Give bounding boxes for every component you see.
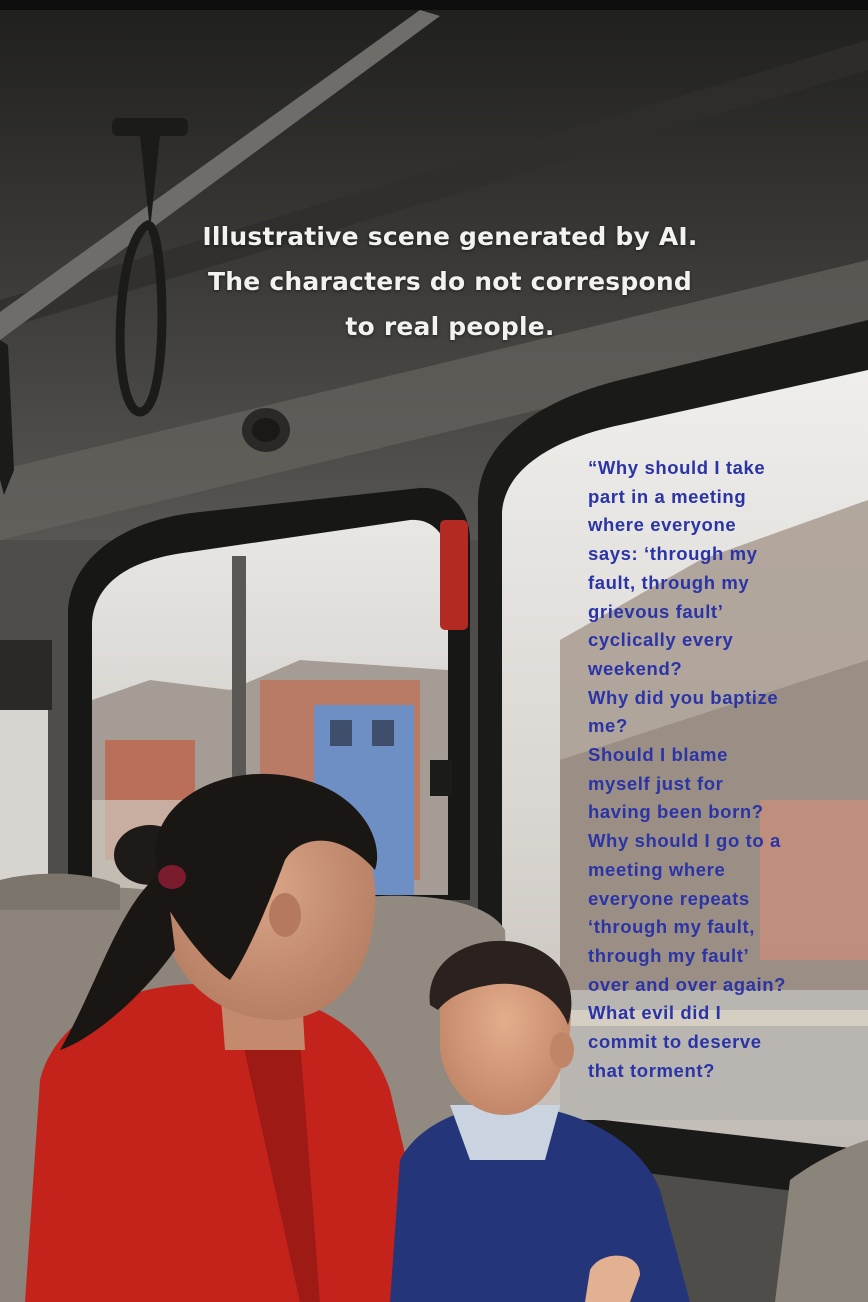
quote-line: says: ‘through my (588, 543, 758, 565)
ai-disclaimer-caption (150, 214, 750, 349)
quote-line: Should I blame (588, 744, 728, 766)
quote-line: Why should I go to a (588, 830, 781, 852)
quote-line: me? (588, 715, 628, 737)
disclaimer-line: Illustrative scene generated by AI. (202, 222, 698, 251)
quote-line: grievous fault’ (588, 600, 724, 622)
quote-line: through my fault’ (588, 944, 750, 966)
quote-line: ‘through my fault, (588, 916, 756, 938)
quote-line: fault, through my (588, 571, 750, 593)
quote-line: that torment? (588, 1059, 716, 1081)
quote-text-block (588, 454, 858, 1085)
quote-line: What evil did I (588, 1002, 722, 1024)
quote-line: part in a meeting (588, 485, 747, 507)
quote-line: meeting where (588, 858, 726, 880)
quote-line: myself just for (588, 772, 724, 794)
quote-line: “Why should I take (588, 457, 766, 478)
window-latch (440, 520, 468, 630)
quote-line: over and over again? (588, 973, 787, 995)
disclaimer-line: The characters do not correspond (208, 267, 692, 296)
quote-line: everyone repeats (588, 887, 750, 909)
disclaimer-line: to real people. (345, 312, 555, 341)
quote-line: Why did you baptize (588, 686, 779, 708)
quote-line: having been born? (588, 801, 764, 823)
quote-line: weekend? (588, 657, 683, 679)
quote-line: cyclically every (588, 629, 734, 651)
quote-line: commit to deserve (588, 1031, 762, 1053)
quote-line: where everyone (588, 514, 737, 536)
